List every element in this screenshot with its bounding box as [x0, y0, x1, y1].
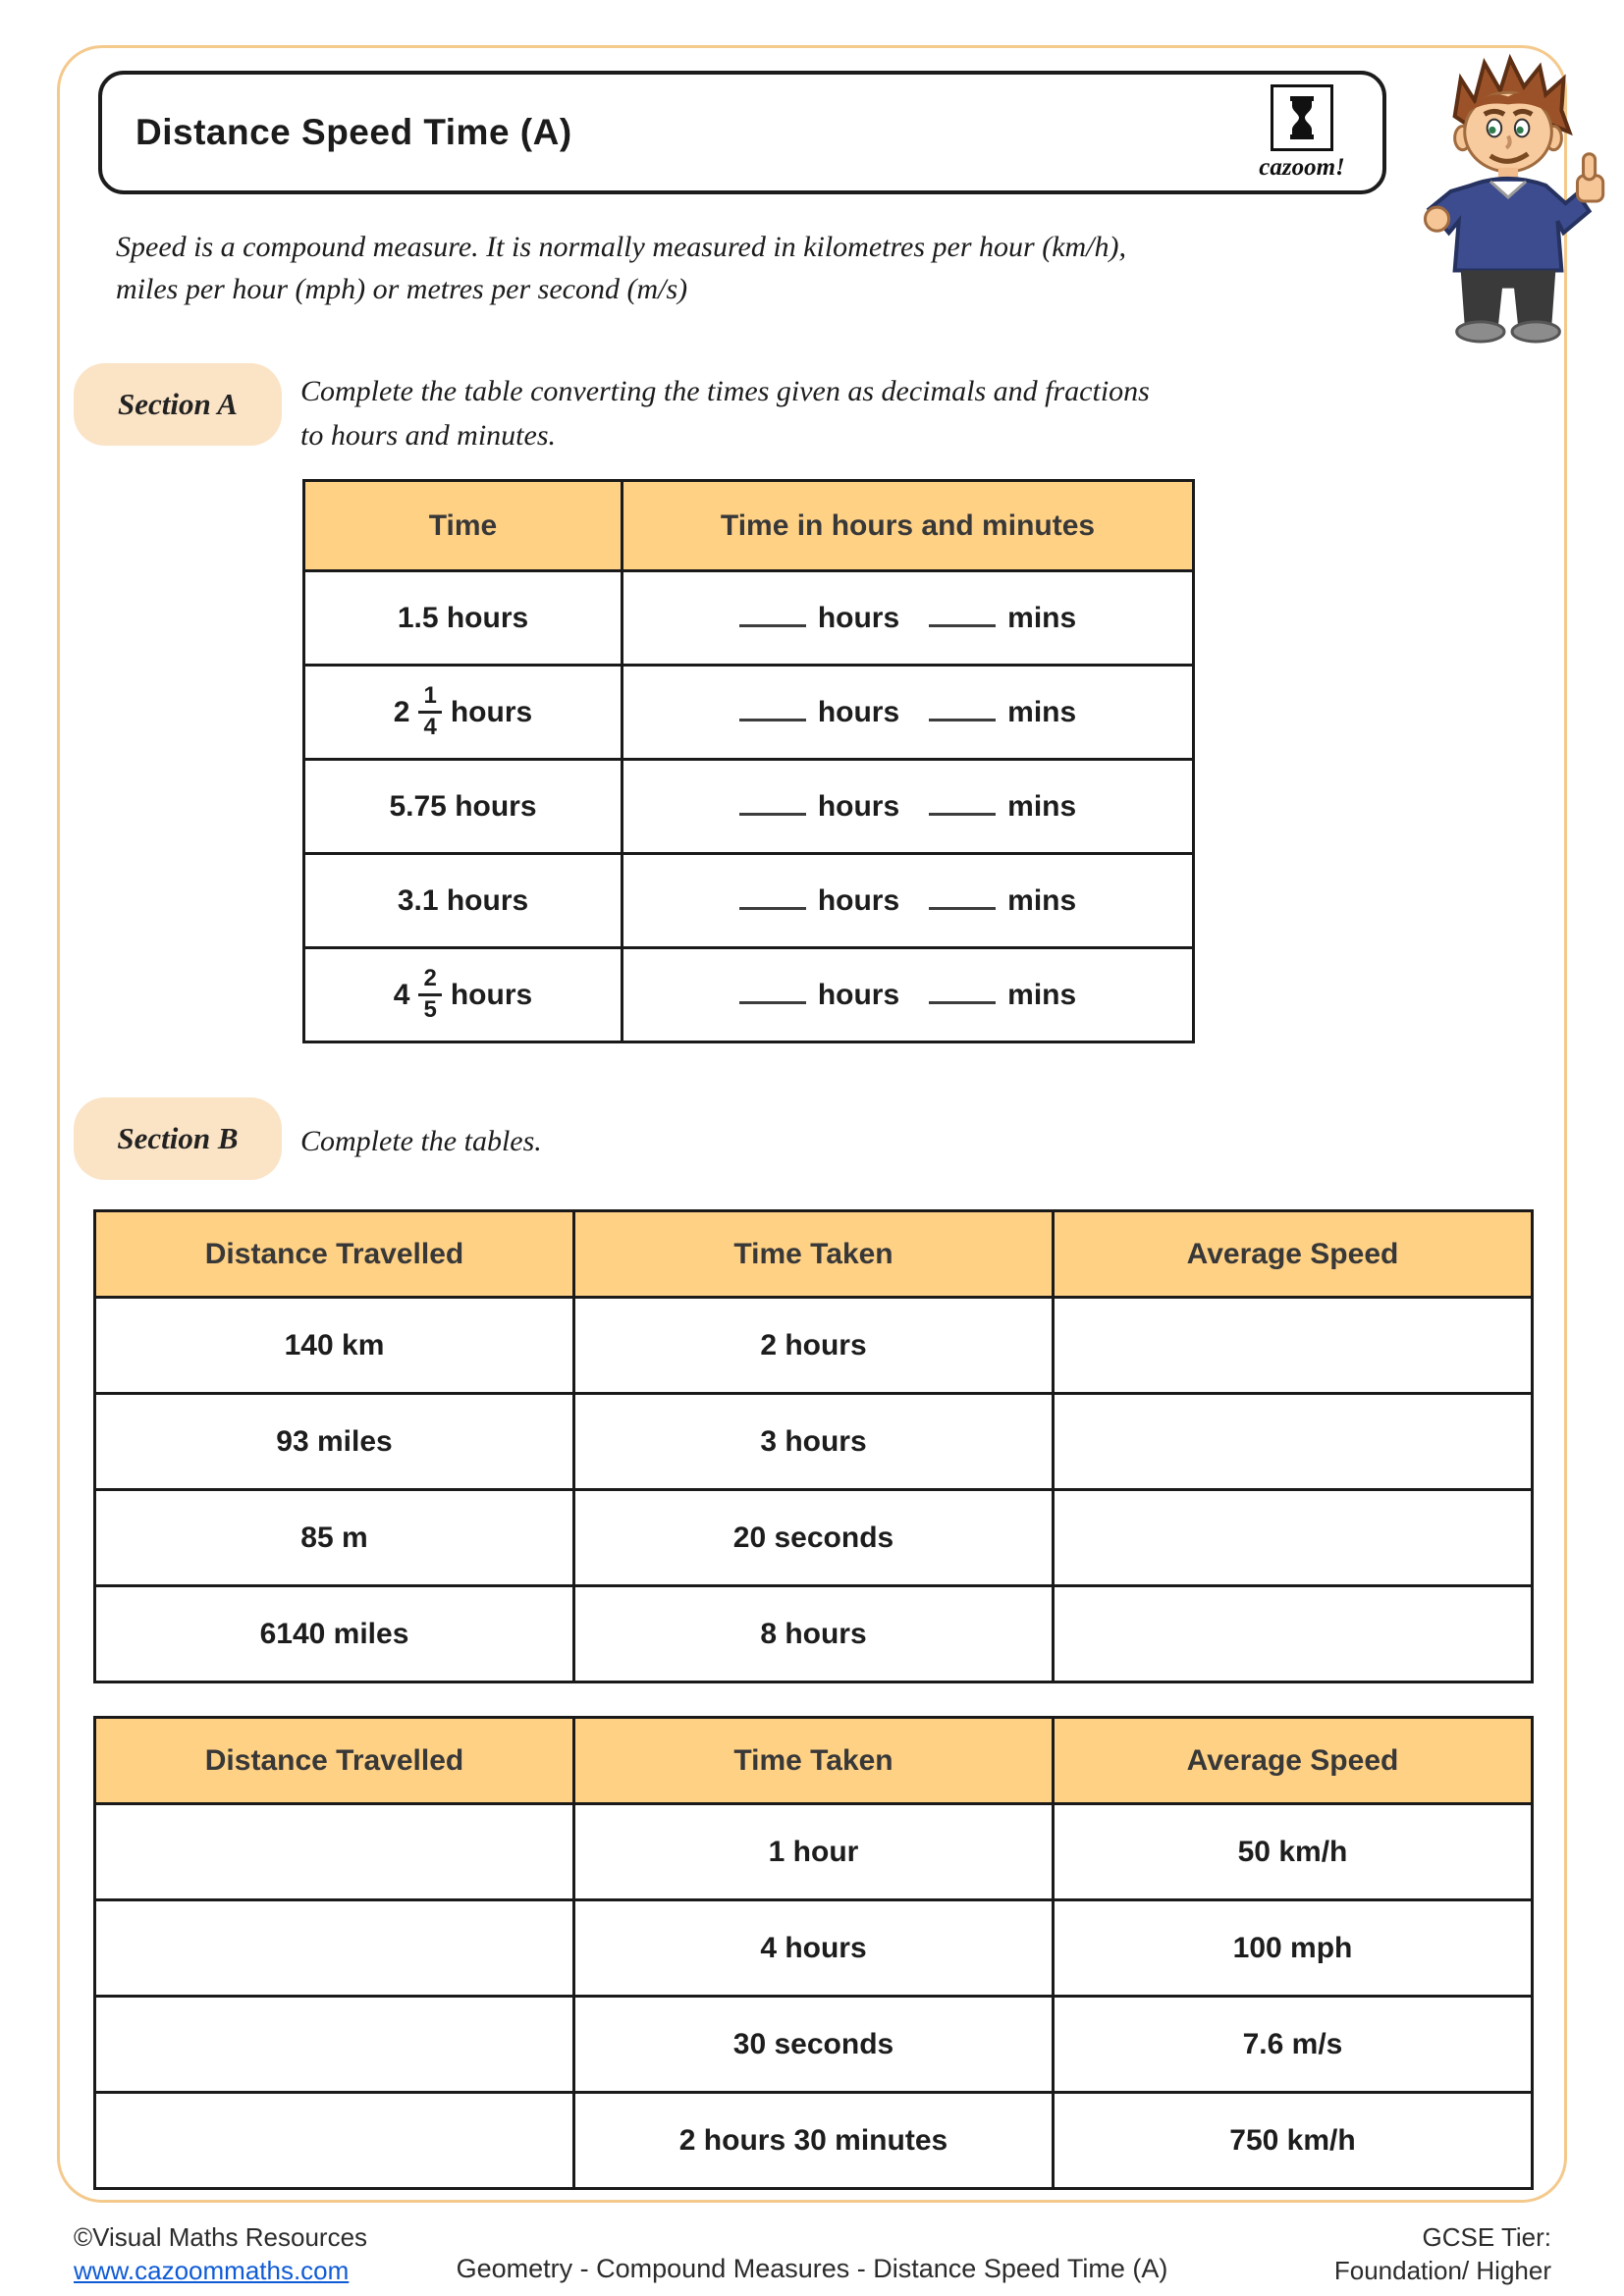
- hours-label: hours: [817, 978, 900, 1011]
- table-row: [95, 1997, 1533, 2093]
- logo-wordmark: cazoom!: [1259, 153, 1345, 181]
- answer-blank-mins: [929, 624, 996, 627]
- hours-label: hours: [817, 883, 900, 917]
- answer-cell: [1054, 1586, 1533, 1682]
- speed-cell: 750 km/h: [1054, 2093, 1533, 2189]
- answer-blank-hours: [739, 907, 806, 910]
- section-b-instruction: Complete the tables.: [300, 1125, 542, 1157]
- page-title: Distance Speed Time (A): [135, 112, 572, 152]
- footer-breadcrumb: Geometry - Compound Measures - Distance Speed Time (A): [456, 2254, 1168, 2283]
- time-value-cell: 3.1 hours: [304, 854, 623, 948]
- header-time-taken: Time Taken: [574, 1718, 1054, 1804]
- answer-cell: [95, 1804, 574, 1900]
- hours-label: hours: [817, 601, 900, 634]
- title-box: [98, 71, 1386, 194]
- speed-table-1: [93, 1209, 1534, 1683]
- table-row: [95, 1900, 1533, 1997]
- answer-blank-mins: [929, 907, 996, 910]
- answer-cell: [95, 2093, 574, 2189]
- distance-cell: 93 miles: [95, 1394, 574, 1490]
- answer-blank-mins: [929, 1001, 996, 1004]
- time-value-cell: 5.75 hours: [304, 760, 623, 854]
- header-time-taken: Time Taken: [574, 1211, 1054, 1298]
- hours-label: hours: [817, 789, 900, 823]
- section-a-instruction-line-1: Complete the table converting the times given as decimals and fractions: [300, 375, 1150, 407]
- answer-cell: [1054, 1298, 1533, 1394]
- header-distance: Distance Travelled: [95, 1718, 574, 1804]
- cazoom-logo: [1247, 84, 1357, 182]
- unit-label: hours: [450, 978, 533, 1011]
- answer-cell: [623, 760, 1194, 854]
- mins-label: mins: [1007, 978, 1077, 1011]
- time-cell: 3 hours: [574, 1394, 1054, 1490]
- table-header-row: [95, 1211, 1533, 1298]
- table-row: [304, 666, 1194, 760]
- answer-blank-mins: [929, 813, 996, 816]
- time-cell: 1 hour: [574, 1804, 1054, 1900]
- header-distance: Distance Travelled: [95, 1211, 574, 1298]
- table-row: [304, 854, 1194, 948]
- answer-cell: [1054, 1490, 1533, 1586]
- answer-cell: [1054, 1394, 1533, 1490]
- answer-blank-hours: [739, 1001, 806, 1004]
- answer-cell: [623, 666, 1194, 760]
- mascot-illustration: [1392, 49, 1616, 346]
- speed-cell: 7.6 m/s: [1054, 1997, 1533, 2093]
- hours-label: hours: [817, 695, 900, 728]
- time-value-cell: 1.5 hours: [304, 571, 623, 666]
- gcse-tier-label: GCSE Tier:: [1422, 2222, 1551, 2252]
- fraction: [418, 682, 441, 740]
- distance-cell: 85 m: [95, 1490, 574, 1586]
- answer-cell: [623, 571, 1194, 666]
- gcse-tier-value: Foundation/ Higher: [1333, 2256, 1551, 2285]
- time-cell: 20 seconds: [574, 1490, 1054, 1586]
- section-a-instruction: [300, 369, 1380, 457]
- time-cell: 4 hours: [574, 1900, 1054, 1997]
- answer-cell: [95, 1997, 574, 2093]
- hourglass-icon: [1271, 84, 1333, 151]
- answer-cell: [623, 948, 1194, 1042]
- section-b-badge: [74, 1097, 282, 1180]
- fraction: [418, 965, 441, 1023]
- distance-cell: 140 km: [95, 1298, 574, 1394]
- fraction-denominator: 4: [423, 713, 437, 740]
- mixed-number: [394, 966, 532, 1024]
- table-row: [95, 1394, 1533, 1490]
- copyright-text: ©Visual Maths Resources: [74, 2222, 368, 2252]
- time-conversion-table: [302, 479, 1195, 1043]
- whole-number: 4: [393, 978, 410, 1011]
- distance-cell: 6140 miles: [95, 1586, 574, 1682]
- whole-number: 2: [393, 695, 410, 728]
- speed-cell: 50 km/h: [1054, 1804, 1533, 1900]
- fraction-numerator: 2: [418, 965, 441, 996]
- table-row: [304, 760, 1194, 854]
- section-a-instruction-line-2: to hours and minutes.: [300, 419, 557, 452]
- table-header-row: [95, 1718, 1533, 1804]
- mins-label: mins: [1007, 789, 1077, 823]
- table-row: [95, 1586, 1533, 1682]
- section-a-label: Section A: [117, 387, 238, 421]
- speed-table-2: [93, 1716, 1534, 2190]
- fraction-denominator: 5: [423, 995, 437, 1023]
- answer-cell: [623, 854, 1194, 948]
- time-cell: 8 hours: [574, 1586, 1054, 1682]
- time-value-cell: [304, 948, 623, 1042]
- mins-label: mins: [1007, 601, 1077, 634]
- intro-line-2: miles per hour (mph) or metres per second (m/s): [116, 273, 688, 305]
- header-average-speed: Average Speed: [1054, 1211, 1533, 1298]
- intro-text: [116, 226, 1363, 310]
- time-cell: 30 seconds: [574, 1997, 1054, 2093]
- website-link[interactable]: www.cazoommaths.com: [74, 2256, 350, 2285]
- time-value-cell: [304, 666, 623, 760]
- time-cell: 2 hours 30 minutes: [574, 2093, 1054, 2189]
- table-row: [95, 1490, 1533, 1586]
- answer-blank-hours: [739, 813, 806, 816]
- table-header-row: [304, 481, 1194, 571]
- fraction-numerator: 1: [418, 682, 441, 714]
- header-time: Time: [304, 481, 623, 571]
- answer-blank-mins: [929, 719, 996, 721]
- mins-label: mins: [1007, 883, 1077, 917]
- section-b-label: Section B: [117, 1121, 239, 1155]
- table-row: [304, 948, 1194, 1042]
- mins-label: mins: [1007, 695, 1077, 728]
- answer-blank-hours: [739, 624, 806, 627]
- answer-cell: [95, 1900, 574, 1997]
- table-row: [304, 571, 1194, 666]
- table-row: [95, 1804, 1533, 1900]
- intro-line-1: Speed is a compound measure. It is normally measured in kilometres per hour (km/h),: [116, 231, 1126, 263]
- speed-cell: 100 mph: [1054, 1900, 1533, 1997]
- table-row: [95, 2093, 1533, 2189]
- mixed-number: [394, 683, 532, 741]
- footer-right: [1080, 2220, 1551, 2287]
- time-cell: 2 hours: [574, 1298, 1054, 1394]
- header-average-speed: Average Speed: [1054, 1718, 1533, 1804]
- unit-label: hours: [450, 695, 533, 728]
- answer-blank-hours: [739, 719, 806, 721]
- table-row: [95, 1298, 1533, 1394]
- section-a-badge: [74, 363, 282, 446]
- header-time-hours-minutes: Time in hours and minutes: [623, 481, 1194, 571]
